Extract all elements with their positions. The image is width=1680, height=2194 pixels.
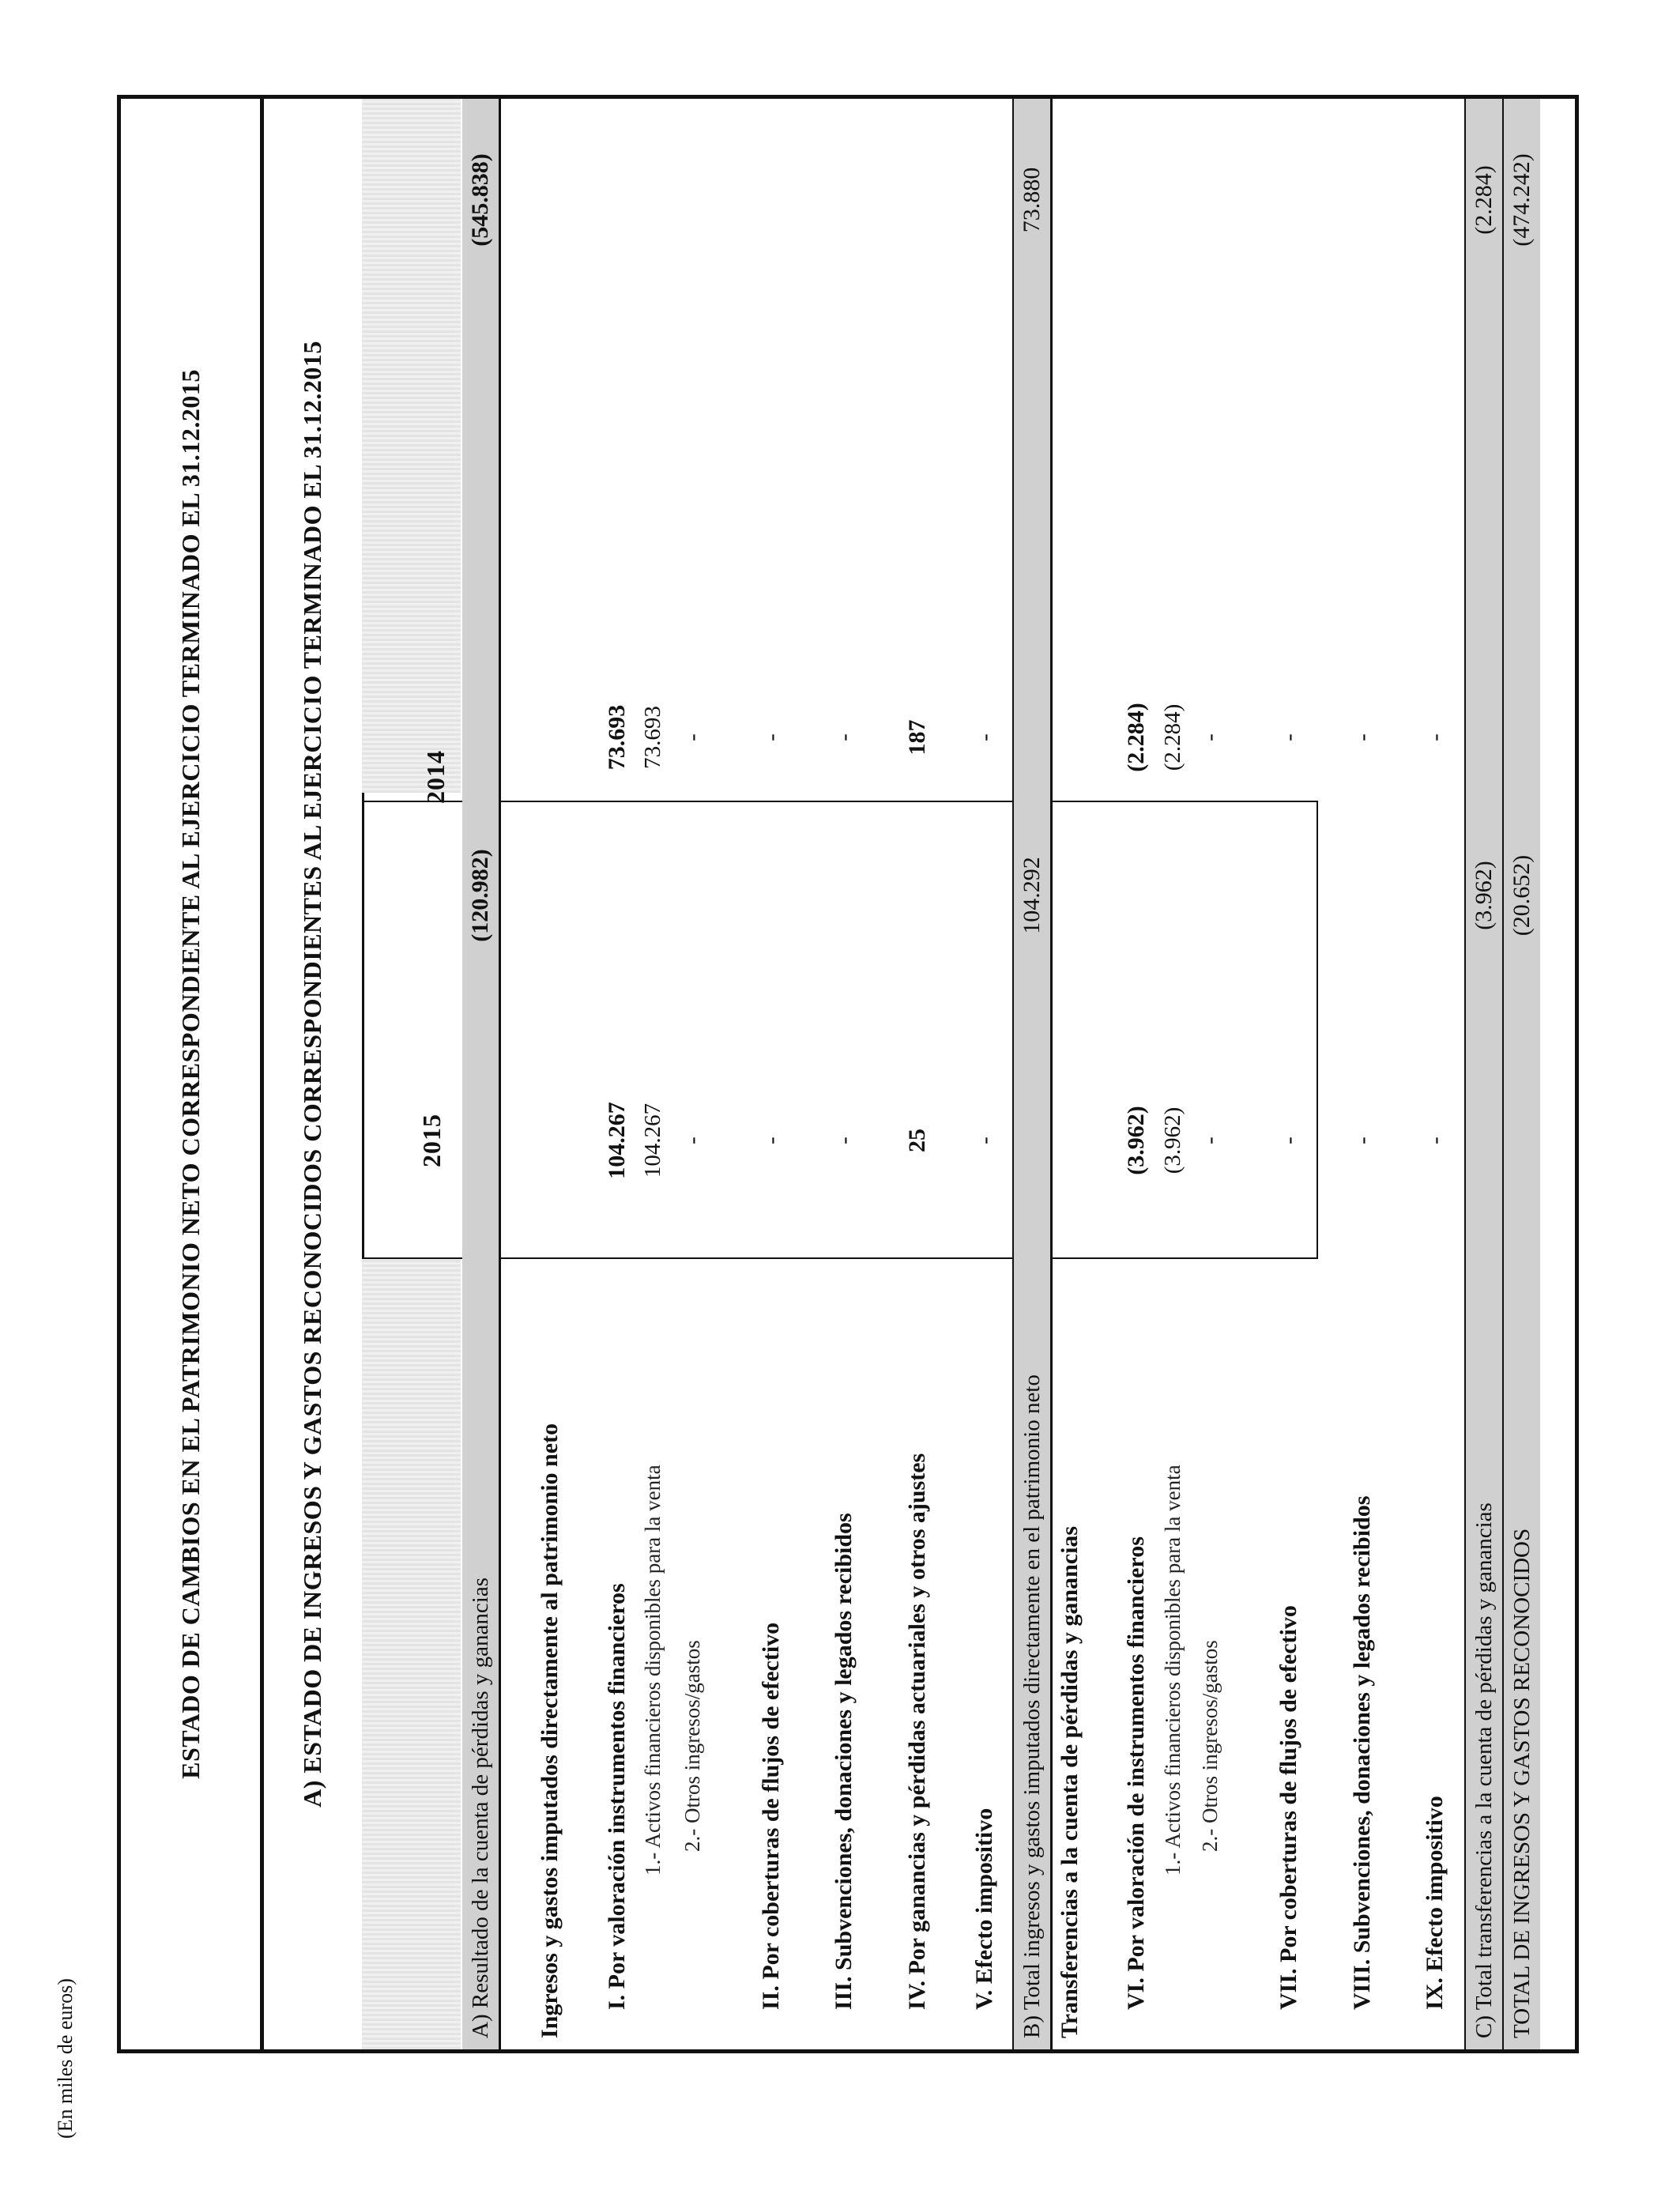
row-vii-2014: - — [1275, 733, 1301, 741]
row-vi — [1118, 99, 1155, 2049]
row-i1-2015: 104.267 — [639, 1103, 665, 1178]
row-vi2 — [1192, 99, 1228, 2049]
row-ii — [753, 99, 789, 2049]
row-vii-label: VII. Por coberturas de flujos de efectivo — [1275, 1605, 1301, 2010]
row-ingresos-head — [532, 99, 568, 2049]
row-i2-2014: - — [679, 733, 705, 741]
statement-title: ESTADO DE CAMBIOS EN EL PATRIMONIO NETO CORRESPONDIENTE AL EJERCICIO TERMINADO EL 31.12.2015 — [175, 369, 205, 1779]
row-a-rule — [499, 99, 501, 2049]
row-iii — [826, 99, 862, 2049]
row-a-2015: (120.982) — [467, 849, 493, 942]
row-i1 — [635, 99, 671, 2049]
transferencias-heading: Transferencias a la cuenta de pérdidas y ganancias — [1057, 1525, 1083, 2038]
row-c-2014: (2.284) — [1471, 165, 1497, 235]
row-total-2014: (474.242) — [1509, 153, 1535, 247]
row-i1-label: 1.- Activos financieros disponibles para la venta — [640, 1465, 665, 1875]
row-vii — [1271, 99, 1307, 2049]
row-total-label: TOTAL DE INGRESOS Y GASTOS RECONOCIDOS — [1509, 1528, 1535, 2038]
row-b-label: B) Total ingresos y gastos imputados directamente en el patrimonio neto — [1019, 1374, 1045, 2038]
row-iii-2015: - — [831, 1137, 857, 1144]
row-viii-2014: - — [1349, 733, 1375, 741]
row-v-2015: - — [971, 1137, 997, 1144]
row-iv — [899, 99, 936, 2049]
row-c-2015: (3.962) — [1471, 861, 1497, 930]
row-iii-label: III. Subvenciones, donaciones y legados recibidos — [831, 1513, 857, 2010]
row-iv-2014: 187 — [904, 719, 930, 756]
row-ii-label: II. Por coberturas de flujos de efectivo — [758, 1622, 784, 2010]
row-viii-2015: - — [1349, 1137, 1375, 1144]
row-c-label: C) Total transferencias a la cuenta de pérdidas y ganancias — [1471, 1502, 1497, 2038]
row-v-label: V. Efecto impositivo — [971, 1808, 997, 2010]
row-total — [1504, 99, 1540, 2049]
header-shade-left — [362, 1259, 461, 2049]
row-total-2015: (20.652) — [1509, 854, 1535, 937]
row-b — [1014, 99, 1050, 2049]
row-vi-2015: (3.962) — [1123, 1106, 1149, 1175]
year-2015-header: 2015 — [417, 1114, 446, 1167]
row-i1-2014: 73.693 — [639, 706, 665, 769]
row-ix-2014: - — [1422, 733, 1448, 741]
row-i-label: I. Por valoración instrumentos financieros — [604, 1583, 630, 2010]
row-i-2014: 73.693 — [604, 704, 630, 771]
rotated-statement — [121, 99, 1575, 2049]
row-vi1-label: 1.- Activos financieros disponibles para la venta — [1160, 1465, 1185, 1875]
ingresos-heading: Ingresos y gastos imputados directamente al patrimonio neto — [537, 1423, 563, 2038]
row-vi1-2015: (3.962) — [1159, 1106, 1185, 1174]
row-a-2014: (545.838) — [467, 153, 493, 247]
year-2014-header: 2014 — [421, 750, 450, 804]
row-viii — [1344, 99, 1381, 2049]
row-iii-2014: - — [831, 733, 857, 741]
units-note: (En miles de euros) — [54, 1978, 77, 2139]
row-ii-2014: - — [758, 733, 784, 741]
row-vi2-2014: - — [1196, 733, 1222, 741]
row-ix-label: IX. Efecto impositivo — [1422, 1796, 1448, 2010]
row-i — [599, 99, 635, 2049]
header-shade-2014 — [362, 99, 461, 793]
row-iv-2015: 25 — [904, 1129, 930, 1152]
row-ix-2015: - — [1422, 1137, 1448, 1144]
row-v — [966, 99, 1003, 2049]
row-i2-2015: - — [679, 1137, 705, 1144]
row-v-2014: - — [971, 733, 997, 741]
row-b-2014: 73.880 — [1019, 167, 1045, 233]
row-i2 — [674, 99, 710, 2049]
row-c — [1466, 99, 1502, 2049]
row-i-2015: 104.267 — [604, 1102, 630, 1179]
row-vi-label: VI. Por valoración de instrumentos financieros — [1123, 1536, 1149, 2010]
row-ii-2015: - — [758, 1137, 784, 1144]
row-vi2-2015: - — [1196, 1137, 1222, 1144]
row-vi1-2014: (2.284) — [1159, 703, 1185, 771]
row-viii-label: VIII. Subvenciones, donaciones y legados recibidos — [1349, 1495, 1375, 2010]
row-vi1 — [1155, 99, 1191, 2049]
row-vi2-label: 2.- Otros ingresos/gastos — [1197, 1640, 1222, 1852]
row-i2-label: 2.- Otros ingresos/gastos — [680, 1640, 704, 1852]
row-b-2015: 104.292 — [1019, 857, 1045, 934]
row-a-label: A) Resultado de la cuenta de pérdidas y ganancias — [467, 1577, 493, 2038]
statement-subtitle: A) ESTADO DE INGRESOS Y GASTOS RECONOCIDOS CORRESPONDIENTES AL EJERCICIO TERMINADO EL 31.12.2015 — [298, 341, 326, 1808]
row-vi-2014: (2.284) — [1123, 703, 1149, 772]
row-ix — [1417, 99, 1453, 2049]
row-a — [462, 99, 499, 2049]
row-transf-head — [1052, 99, 1088, 2049]
row-vii-2015: - — [1275, 1137, 1301, 1144]
row-iv-label: IV. Por ganancias y pérdidas actuariales y otros ajustes — [904, 1453, 930, 2010]
